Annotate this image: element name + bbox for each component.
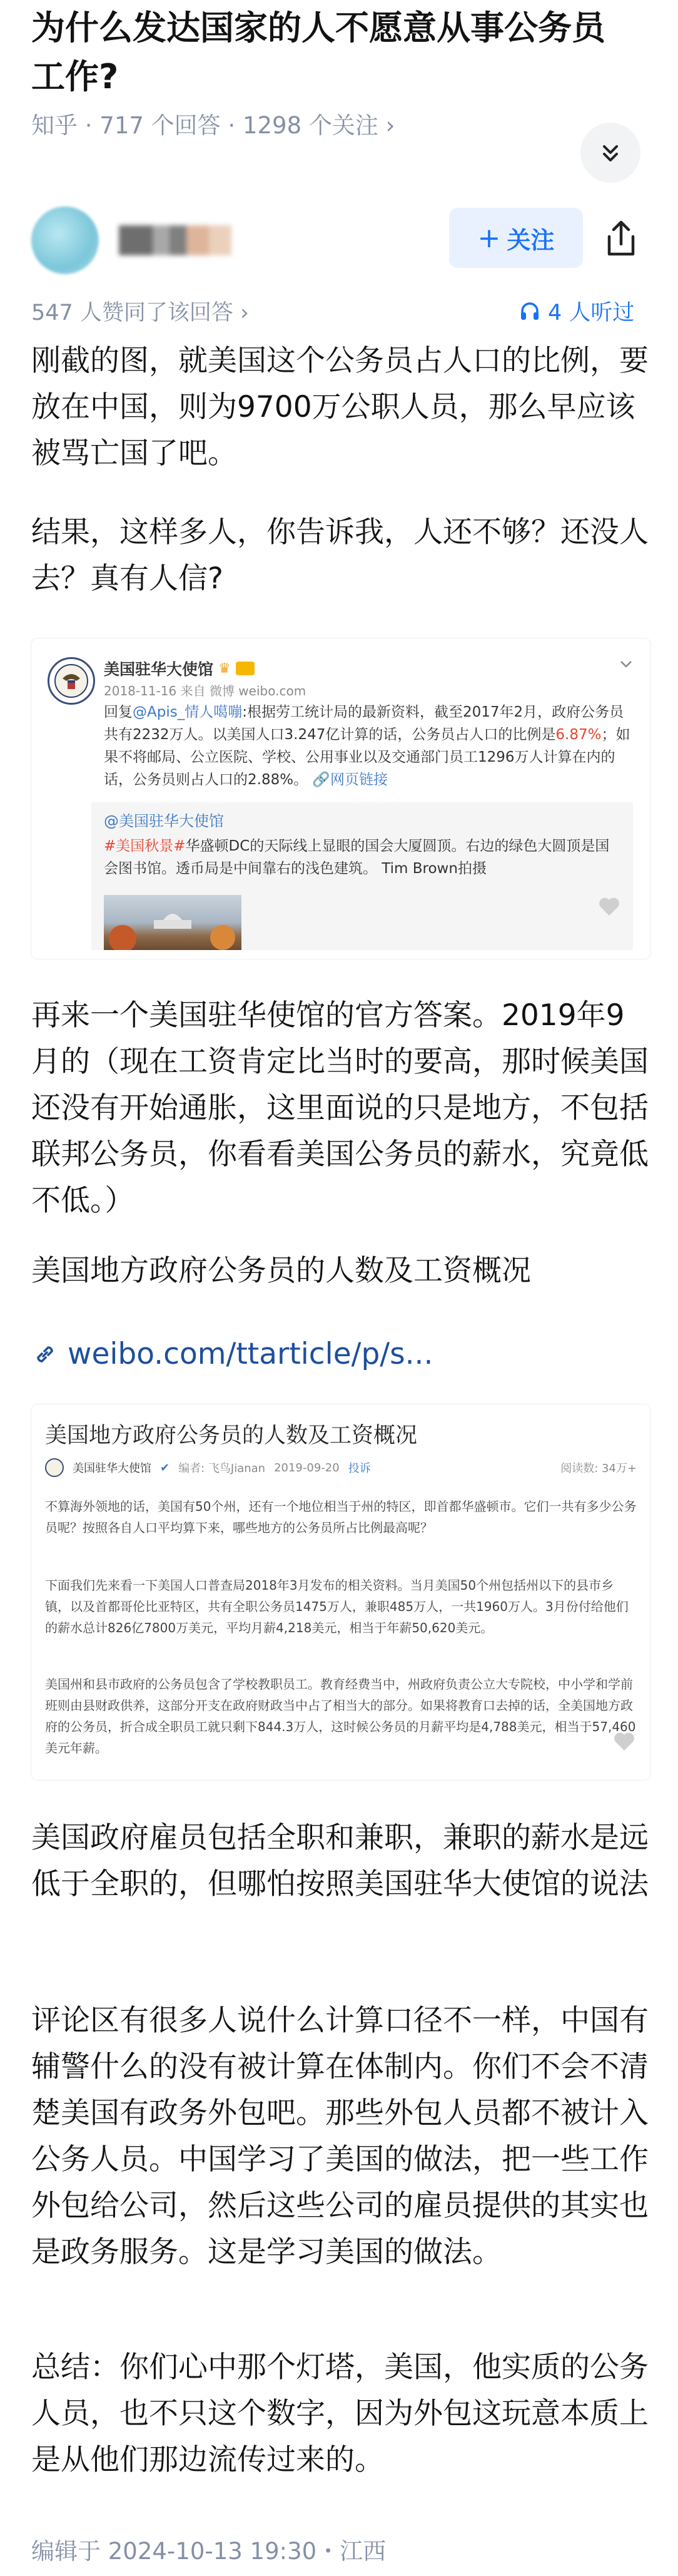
article-paragraph-1: 不算海外领地的话，美国有50个州，还有一个地位相当于州的特区，即首都华盛顿市。它们一共有多少公务员呢？按照各自人口平均算下来，哪些地方的公务员所占比例最高呢？: [45, 1499, 637, 1535]
eagle-seal-icon: [54, 663, 89, 698]
listen-count[interactable]: [519, 295, 634, 327]
article-author: 编者: 飞鸟Jianan: [178, 1462, 266, 1475]
edited-timestamp: 编辑于 2024-10-13 19:30・江西: [31, 2538, 387, 2565]
embassy-avatar: [48, 657, 95, 705]
weibo-article-screenshot[interactable]: [31, 1404, 650, 1780]
article-date: 2019-09-20: [274, 1461, 340, 1475]
author-name-blurred[interactable]: [119, 225, 231, 255]
weibo-more-chevron-icon[interactable]: [618, 656, 634, 675]
answer-paragraph-7: 总结：你们心中那个灯塔，美国，他实质的公务人员，也不只这个数字，因为外包这玩意本质上是从他们那边流传过来的。: [31, 2350, 649, 2477]
capitol-photo-thumbnail[interactable]: [104, 895, 241, 950]
like-count[interactable]: 547 人赞同了该回答 ›: [31, 300, 250, 325]
article-paragraph-2: 下面我们先来看一下美国人口普查局2018年3月发布的相关资料。当月美国50个州包括州以下的县市乡镇，以及首都哥伦比亚特区，共有全职公务员1475万人，兼职485万人，一共1960万人。3月份付给他们的薪水总计826亿7800万美元，平均月薪4,218美元，相当于年薪50,620美元。: [45, 1578, 629, 1635]
weibo-article-link-label: weibo.com/ttarticle/p/s...: [68, 1337, 433, 1371]
answer-paragraph-1: 刚截的图，就美国这个公务员占人口的比例，要放在中国，则为9700万公职人员，那么早应该被骂亡国了吧。: [31, 344, 649, 471]
verified-icon: ✔: [160, 1461, 170, 1475]
reply-text-part2: ；如果不将邮局、公立医院、学校、公用事业以及交通部门员工1296万人计算在内的话，公务员则占人口的2.88%。: [104, 727, 630, 788]
plus-icon: +: [477, 222, 501, 254]
article-heart-icon[interactable]: [613, 1731, 635, 1755]
answer-paragraph-2: 结果，这样多人，你告诉我，人还不够？还没人去？真有人信?: [31, 515, 649, 596]
reply-prefix: 回复: [104, 704, 133, 720]
article-reads: 阅读数: 34万+: [560, 1462, 637, 1475]
collapse-button[interactable]: [580, 123, 640, 183]
share-icon[interactable]: [600, 218, 642, 259]
answer-paragraph-5: 美国政府雇员包括全职和兼职，兼职的薪水是远低于全职的，但哪怕按照美国驻华大使馆的说法: [31, 1821, 649, 1901]
repost-body: 华盛顿DC的天际线上显眼的国会大厦圆顶。右边的绿色大圆顶是国会图书馆。透币局是中间靠右的浅色建筑。 Tim Brown拍摄: [104, 838, 610, 877]
repost-hashtag[interactable]: #美国秋景#: [104, 838, 186, 854]
answer-paragraph-4: 美国地方政府公务员的人数及工资概况: [31, 1254, 531, 1288]
like-heart-icon[interactable]: [598, 896, 620, 920]
repost-box[interactable]: [91, 802, 633, 950]
crown-icon: ♛: [218, 660, 231, 677]
article-account[interactable]: 美国驻华大使馆: [73, 1462, 151, 1475]
repost-account[interactable]: @美国驻华大使馆: [104, 812, 224, 830]
weibo-reply-text: [104, 701, 635, 791]
repost-text: [104, 835, 623, 880]
vip-badge-icon: [236, 662, 255, 675]
headphones-icon: [519, 300, 540, 322]
answer-paragraph-6: 评论区有很多人说什么计算口径不一样，中国有辅警什么的没有被计算在体制内。你们不会不清楚美国有政务外包吧。那些外包人员都不被计入公务人员。中国学习了美国的做法，把一些工作外包给公司，然后这些公司的雇员提供的其实也是政务服务。这是学习美国的做法。: [31, 2003, 649, 2269]
reply-text-part1: :根据劳工统计局的最新资料，截至2017年2月，政府公务员共有2232万人。以美国人口3.247亿计算的话，公务员占人口的比例是: [104, 704, 624, 743]
article-paragraph-3: 美国州和县市政府的公务员包含了学校教职员工。教育经费当中，州政府负责公立大专院校，中小学和学前班则由县财政供养，这部分开支在政府财政当中占了相当大的部分。如果将教育口去掉的话，全美国地方政府的公务员，折合成全职员工就只剩下844.3万人，这时候公务员的月薪平均是4,788美元，相当于57,460美元年薪。: [45, 1677, 636, 1756]
follow-button[interactable]: [449, 208, 583, 268]
question-meta[interactable]: 知乎 · 717 个回答 · 1298 个关注 ›: [31, 112, 395, 139]
double-chevron-down-icon: [598, 140, 623, 165]
link-icon: [31, 1341, 59, 1368]
weibo-account-name[interactable]: 美国驻华大使馆: [104, 660, 214, 678]
weibo-post-screenshot[interactable]: [31, 638, 650, 959]
web-link-label: 网页链接: [330, 772, 388, 788]
article-account-avatar-icon: [45, 1458, 64, 1477]
follow-label: 关注: [507, 226, 555, 254]
article-title: 美国地方政府公务员的人数及工资概况: [45, 1423, 418, 1448]
report-link[interactable]: 投诉: [348, 1462, 371, 1475]
reply-handle-link[interactable]: @Apis_情人噶嘣: [133, 704, 243, 720]
answer-paragraph-3: 再来一个美国驻华使馆的官方答案。2019年9月的（现在工资肯定比当时的要高，那时候美国还没有开始通胀，这里面说的只是地方，不包括联邦公务员，你看看美国公务员的薪水，究竟低不低。）: [31, 998, 649, 1218]
listen-label: 4 人听过: [548, 300, 635, 325]
author-avatar[interactable]: [31, 207, 99, 274]
question-title[interactable]: 为什么发达国家的人不愿意从事公务员工作?: [31, 8, 605, 96]
weibo-article-link[interactable]: [31, 1337, 433, 1371]
web-link[interactable]: 🔗网页链接: [312, 772, 388, 788]
reply-percentage: 6.87%: [555, 727, 602, 743]
weibo-post-time: 2018-11-16 来自 微博 weibo.com: [104, 683, 306, 698]
